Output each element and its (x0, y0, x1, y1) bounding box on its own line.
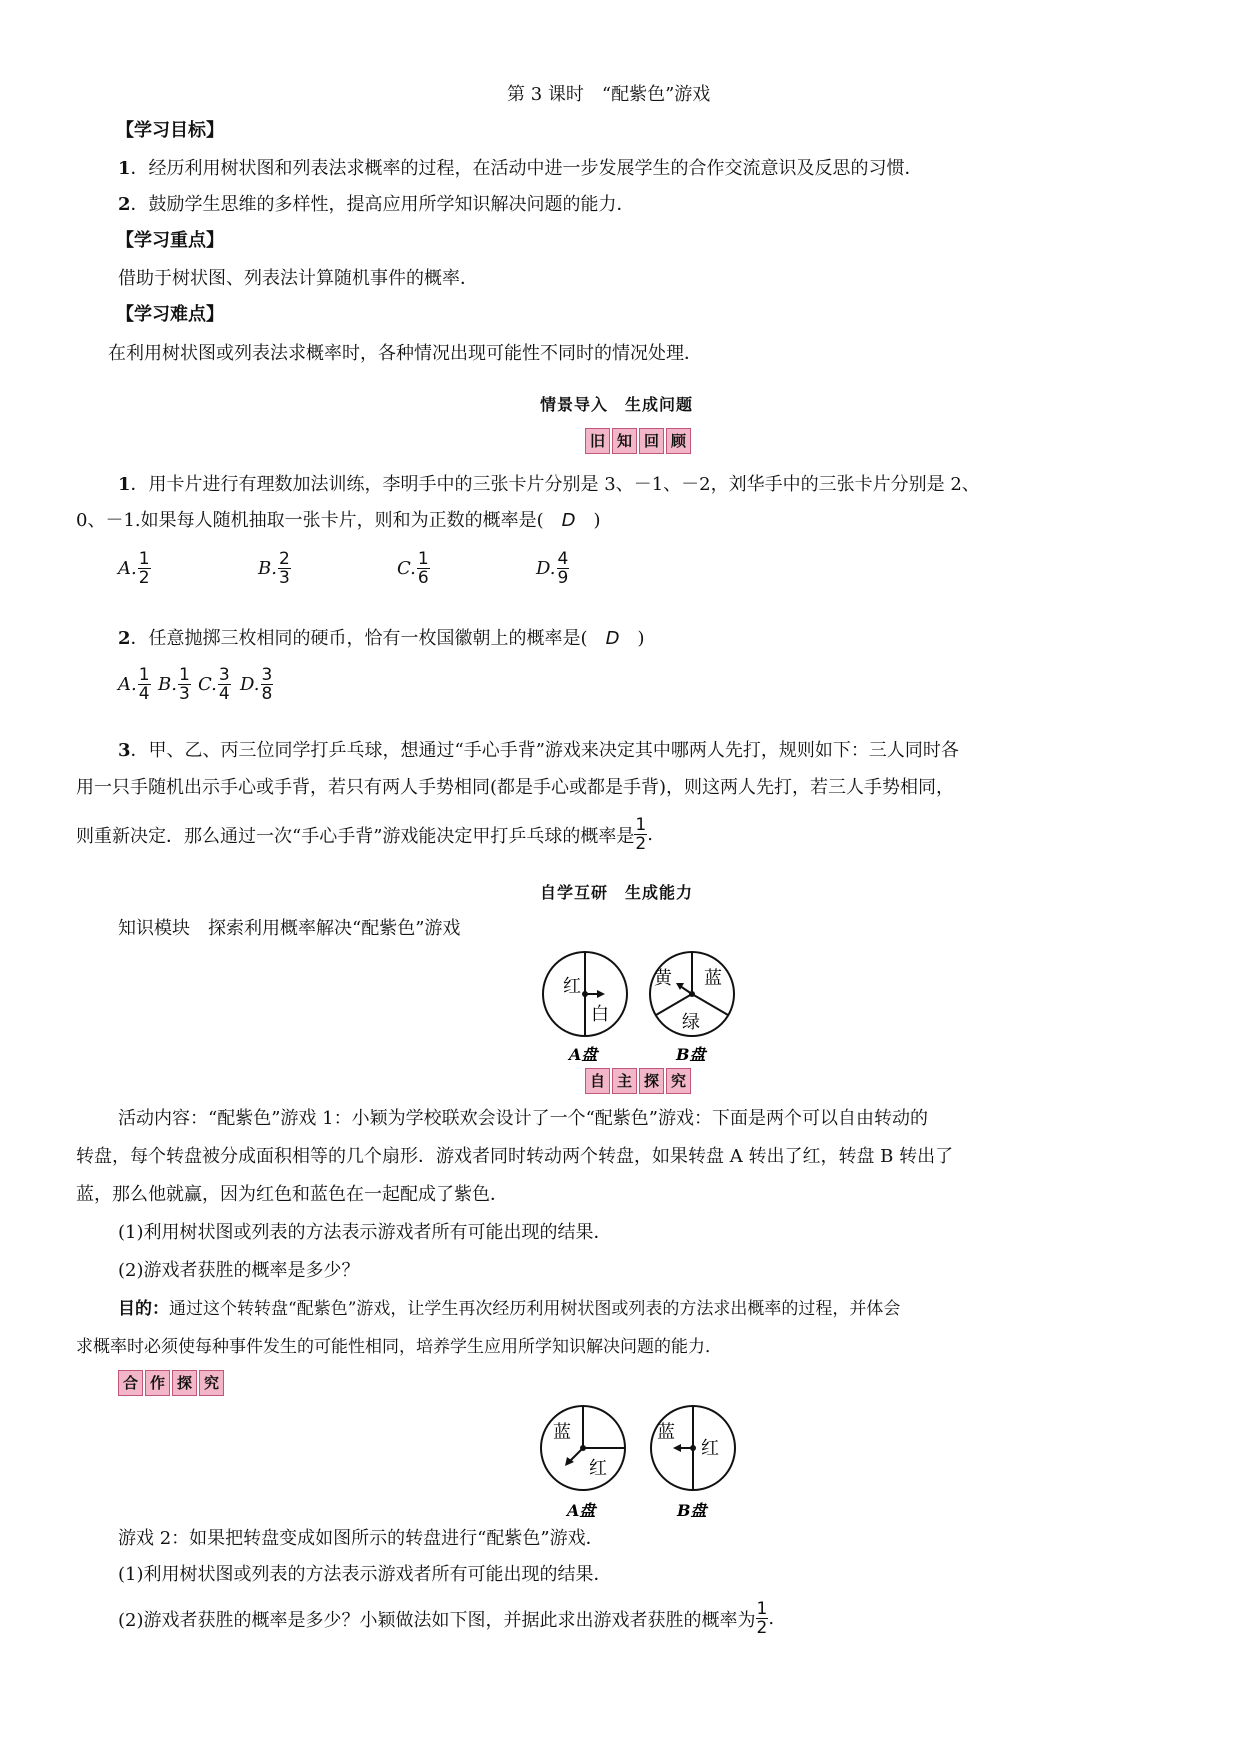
difficulties-heading: 【学习难点】 (116, 304, 224, 325)
q2-option-d (240, 666, 273, 703)
option-fraction (417, 550, 430, 587)
numerator: 1 (178, 665, 190, 685)
numerator: 2 (278, 549, 290, 569)
key-points-heading: 【学习重点】 (116, 230, 224, 251)
q1-line2 (76, 506, 601, 532)
spinner-a-1 (535, 948, 635, 1070)
self-study-badge (585, 1068, 691, 1094)
option-fraction (218, 666, 231, 703)
numerator: 3 (261, 665, 273, 685)
spinner-label: B盘 (676, 1045, 706, 1064)
q3-text: ．甲、乙、丙三位同学打乒乓球，想通过“手心手背”游戏来决定其中哪两人先打，规则如下：三人同时各 (130, 740, 959, 761)
q1-option-a (118, 550, 151, 587)
sector-label: 蓝 (704, 968, 722, 989)
purpose-text: 通过这个转转盘“配紫色”游戏，让学生再次经历利用树状图或列表的方法求出概率的过程，并体会 (169, 1299, 901, 1319)
objective-2 (118, 190, 635, 216)
badge-char: 探 (639, 1068, 664, 1094)
knowledge-module: 知识模块 探索利用概率解决“配紫色”游戏 (118, 918, 461, 939)
game2-answer-fraction (756, 1600, 769, 1637)
activity-question-2: (2)游戏者获胜的概率是多少？ (118, 1260, 360, 1281)
denominator: 2 (138, 568, 150, 588)
objective-1 (118, 154, 923, 180)
q1-text-2: 0、－1.如果每人随机抽取一张卡片，则和为正数的概率是( (76, 510, 544, 531)
objective-1-text: ．经历利用树状图和列表法求概率的过程，在活动中进一步发展学生的合作交流意识及反思的习惯． (130, 158, 923, 179)
q1-text: ．用卡片进行有理数加法训练，李明手中的三张卡片分别是 3、－1、－2，刘华手中的三张卡片分别是 2、 (130, 474, 980, 495)
q2-answer: D (605, 628, 620, 649)
denominator: 3 (278, 568, 290, 588)
numerator: 1 (138, 549, 150, 569)
activity-line-3: 蓝，那么他就赢，因为红色和蓝色在一起配成了紫色． (76, 1184, 508, 1205)
q1-number: 1 (118, 474, 131, 495)
game2-text: 游戏 2：如果把转盘变成如图所示的转盘进行“配紫色”游戏． (118, 1528, 604, 1549)
q3-line2: 用一只手随机出示手心或手背，若只有两人手势相同(都是手心或都是手背)，则这两人先打，若三人手势相同， (76, 777, 955, 798)
spinner-a-2 (533, 1404, 633, 1522)
game2-question-2 (118, 1600, 774, 1637)
objective-2-text: ．鼓励学生思维的多样性，提高应用所学知识解决问题的能力． (130, 194, 635, 215)
q2-text: ．任意抛掷三枚相同的硬币，恰有一枚国徽朝上的概率是( (130, 628, 588, 649)
option-label: B. (258, 558, 277, 579)
purpose-line-2: 求概率时必须使每种事件发生的可能性相同，培养学生应用所学知识解决问题的能力． (76, 1337, 722, 1357)
review-badge (585, 428, 691, 454)
game2-period: . (768, 1608, 775, 1629)
objective-1-number: 1 (118, 158, 131, 179)
denominator: 4 (218, 684, 230, 704)
option-fraction (557, 550, 570, 587)
numerator: 1 (417, 549, 429, 569)
pointer-arrow-icon (597, 990, 605, 998)
difficulties-text: 在利用树状图或列表法求概率时，各种情况出现可能性不同时的情况处理． (108, 343, 702, 364)
badge-char: 主 (612, 1068, 637, 1094)
denominator: 4 (138, 684, 150, 704)
badge-char: 旧 (585, 428, 610, 454)
q2-option-a (118, 666, 151, 703)
pointer-arrow-icon (673, 1444, 681, 1452)
option-label: C. (397, 558, 416, 579)
option-label: A. (118, 674, 137, 695)
numerator: 4 (557, 549, 569, 569)
purpose-label: 目的： (118, 1299, 169, 1319)
badge-char: 作 (145, 1370, 170, 1396)
q2-close-paren: ) (637, 628, 645, 649)
key-points-text: 借助于树状图、列表法计算随机事件的概率． (118, 268, 478, 289)
option-label: A. (118, 558, 137, 579)
denominator: 6 (417, 568, 429, 588)
activity-question-1: (1)利用树状图或列表的方法表示游戏者所有可能出现的结果． (118, 1222, 612, 1243)
option-fraction (138, 666, 151, 703)
objectives-heading: 【学习目标】 (116, 120, 224, 141)
game2-question-2-text: (2)游戏者获胜的概率是多少？小颖做法如下图，并据此求出游戏者获胜的概率为 (118, 1609, 756, 1631)
q1-close-paren: ) (593, 510, 601, 531)
q1-option-c (397, 550, 430, 587)
section1-heading: 情景导入 生成问题 (540, 395, 694, 414)
denominator: 2 (635, 834, 647, 854)
activity-line-1: 活动内容：“配紫色”游戏 1：小颖为学校联欢会设计了一个“配紫色”游戏：下面是两个可以自由转动的 (118, 1108, 928, 1129)
spinner-pointer (680, 986, 692, 994)
sector-label: 绿 (682, 1012, 700, 1033)
option-fraction (278, 550, 291, 587)
spinner-b-2 (643, 1404, 743, 1522)
sector-label: 黄 (654, 968, 672, 989)
badge-char: 回 (639, 428, 664, 454)
q1-answer: D (561, 510, 576, 531)
badge-char: 探 (172, 1370, 197, 1396)
q1-line1 (118, 470, 980, 496)
denominator: 8 (261, 684, 273, 704)
q2-line (118, 624, 644, 650)
spinner-pointer (569, 1448, 583, 1462)
badge-char: 合 (118, 1370, 143, 1396)
q2-option-c (198, 666, 231, 703)
denominator: 3 (178, 684, 190, 704)
q3-line3 (76, 816, 653, 853)
badge-char: 究 (199, 1370, 224, 1396)
cooperation-badge (118, 1370, 224, 1396)
badge-char: 究 (666, 1068, 691, 1094)
purpose-line-1 (118, 1294, 900, 1319)
badge-char: 自 (585, 1068, 610, 1094)
sector-label: 蓝 (657, 1422, 675, 1443)
badge-char: 顾 (666, 428, 691, 454)
spinner-label: A盘 (567, 1501, 596, 1520)
option-fraction (138, 550, 151, 587)
option-label: C. (198, 674, 217, 695)
q3-period: . (647, 824, 653, 845)
spinner-label: B盘 (677, 1501, 707, 1520)
spinner-label: A盘 (569, 1045, 598, 1064)
q2-option-b (158, 666, 191, 703)
q2-number: 2 (118, 628, 131, 649)
sector-label: 红 (589, 1458, 607, 1479)
sector-label: 红 (563, 976, 581, 997)
option-label: D. (240, 674, 260, 695)
numerator: 1 (756, 1599, 768, 1619)
numerator: 1 (138, 665, 150, 685)
section2-heading: 自学互研 生成能力 (540, 883, 694, 902)
option-label: B. (158, 674, 177, 695)
numerator: 3 (218, 665, 230, 685)
spinner-b-1 (642, 948, 742, 1070)
activity-line-2: 转盘，每个转盘被分成面积相等的几个扇形．游戏者同时转动两个转盘，如果转盘 A 转出了红，转盘 B 转出了 (76, 1146, 954, 1167)
option-label: D. (536, 558, 556, 579)
q3-number: 3 (118, 740, 131, 761)
q1-option-b (258, 550, 291, 587)
game2-question-1: (1)利用树状图或列表的方法表示游戏者所有可能出现的结果． (118, 1564, 612, 1585)
denominator: 2 (756, 1618, 768, 1638)
sector-label: 白 (591, 1004, 609, 1025)
q3-answer-fraction (634, 816, 647, 853)
objective-2-number: 2 (118, 194, 131, 215)
q1-option-d (536, 550, 569, 587)
numerator: 1 (635, 815, 647, 835)
denominator: 9 (557, 568, 569, 588)
q3-text-3: 则重新决定．那么通过一次“手心手背”游戏能决定甲打乒乓球的概率是 (76, 825, 635, 847)
sector-label: 蓝 (553, 1422, 571, 1443)
page-title: 第 3 课时 “配紫色”游戏 (507, 84, 711, 105)
option-fraction (178, 666, 191, 703)
q3-line1 (118, 736, 959, 762)
badge-char: 知 (612, 428, 637, 454)
sector-label: 红 (701, 1438, 719, 1459)
option-fraction (261, 666, 274, 703)
